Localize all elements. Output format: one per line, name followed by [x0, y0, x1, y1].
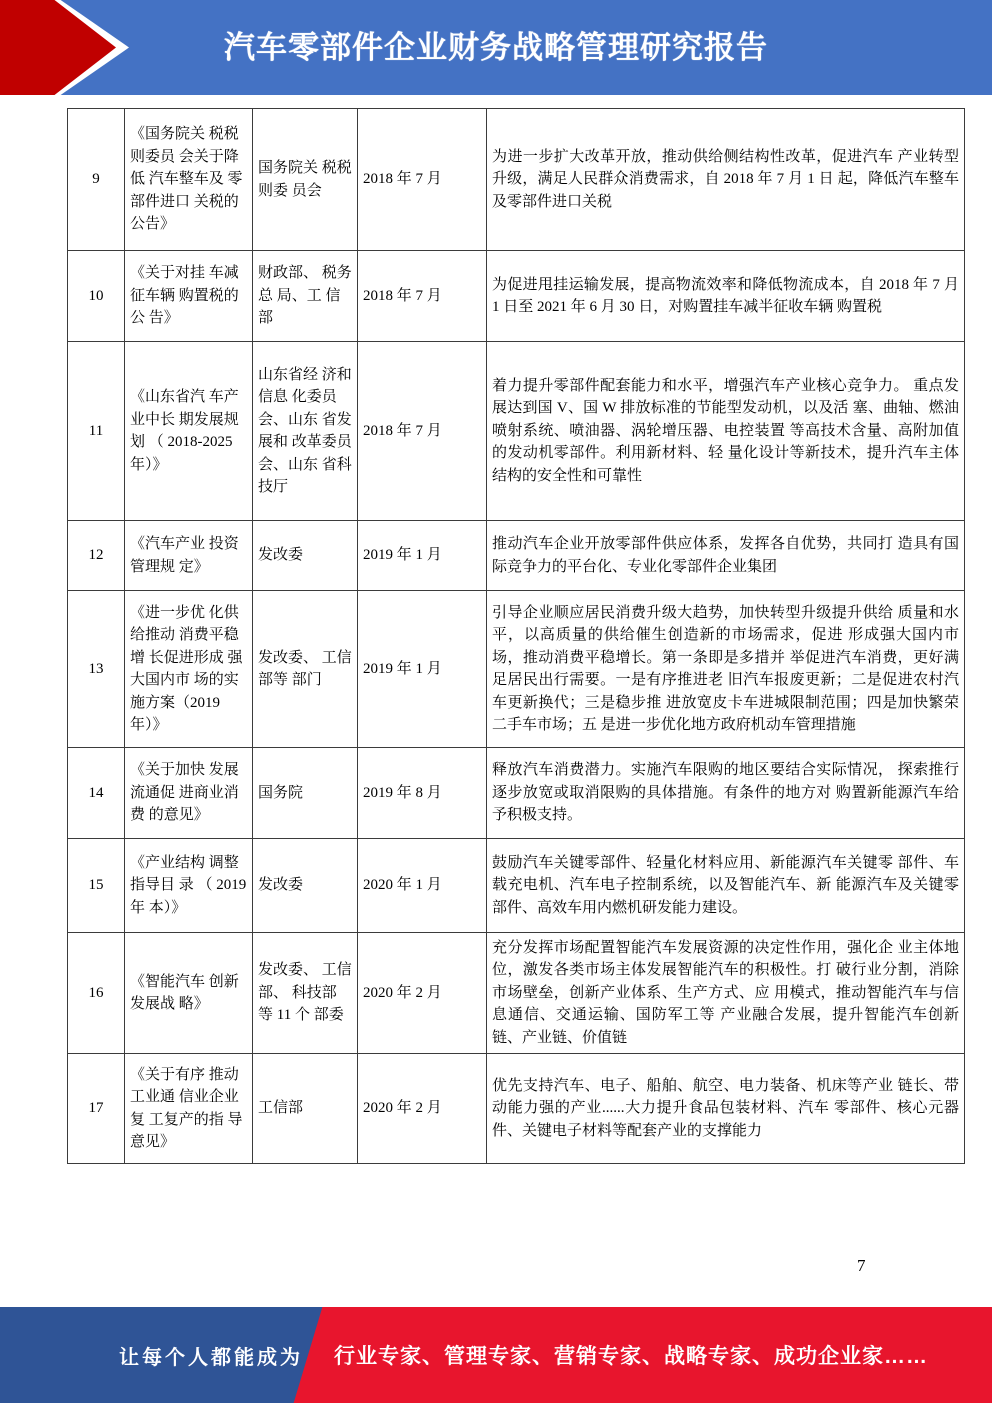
policy-name: 《关于有序 推动工业通 信业企业复 工复产的指 导意见》	[125, 1054, 253, 1164]
policy-date: 2018 年 7 月	[358, 109, 487, 251]
policy-index: 12	[68, 521, 125, 591]
policy-date: 2019 年 1 月	[358, 521, 487, 591]
policy-date: 2018 年 7 月	[358, 251, 487, 342]
policy-table	[67, 108, 965, 1164]
report-header-banner	[0, 0, 992, 95]
policy-index: 11	[68, 342, 125, 521]
policy-date: 2020 年 2 月	[358, 1054, 487, 1164]
footer-slogan-left: 让每个人都能成为	[119, 1346, 303, 1369]
policy-agency: 国务院	[253, 748, 358, 839]
policy-description: 充分发挥市场配置智能汽车发展资源的决定性作用，强化企 业主体地位，激发各类市场主体发展智能汽车的积极性。打 破行业分割，消除市场壁垒，创新产业体系、生产方式、应 用模式，推动智能汽车与信息通信、交通运输、国防军工等 产业融合发展，提升智能汽车创新链、产业链、价值链	[487, 933, 965, 1054]
report-title: 汽车零部件企业财务战略管理研究报告	[224, 29, 768, 65]
policy-index: 16	[68, 933, 125, 1054]
policy-description: 鼓励汽车关键零部件、轻量化材料应用、新能源汽车关键零 部件、车载充电机、汽车电子控制系统，以及智能汽车、新 能源汽车及关键零部件、高效车用内燃机研发能力建设。	[487, 839, 965, 933]
page-number: 7	[857, 1256, 866, 1275]
policy-name: 《产业结构 调整指导目 录 （ 2019 年 本）》	[125, 839, 253, 933]
policy-agency: 财政部、 税务总 局、工 信 部	[253, 251, 358, 342]
policy-agency: 发改委	[253, 839, 358, 933]
policy-index: 10	[68, 251, 125, 342]
table-row	[68, 933, 965, 1054]
footer-slogan-right: 行业专家、管理专家、营销专家、战略专家、成功企业家……	[334, 1345, 928, 1368]
table-row	[68, 109, 965, 251]
policy-agency: 山东省经 济和信息 化委员 会、山东 省发展和 改革委员 会、山东 省科技厅	[253, 342, 358, 521]
policy-index: 14	[68, 748, 125, 839]
policy-index: 15	[68, 839, 125, 933]
policy-description: 为促进甩挂运输发展，提高物流效率和降低物流成本，自 2018 年 7 月 1 日至 2021 年 6 月 30 日，对购置挂车减半征收车辆 购置税	[487, 251, 965, 342]
policy-agency: 发改委、 工信部、 科技部 等 11 个 部委	[253, 933, 358, 1054]
policy-index: 17	[68, 1054, 125, 1164]
policy-name: 《智能汽车 创新发展战 略》	[125, 933, 253, 1054]
policy-date: 2018 年 7 月	[358, 342, 487, 521]
policy-name: 《进一步优 化供给推动 消费平稳增 长促进形成 强大国内市 场的实施方案（2019 年）》	[125, 591, 253, 748]
policy-agency: 发改委、 工信部等 部门	[253, 591, 358, 748]
table-row	[68, 839, 965, 933]
policy-index: 13	[68, 591, 125, 748]
policy-agency: 工信部	[253, 1054, 358, 1164]
policy-date: 2020 年 2 月	[358, 933, 487, 1054]
policy-description: 优先支持汽车、电子、船舶、航空、电力装备、机床等产业 链长、带动能力强的产业......大力提升食品包装材料、汽车 零部件、核心元器件、关键电子材料等配套产业的支撑能力	[487, 1054, 965, 1164]
policy-description: 为进一步扩大改革开放，推动供给侧结构性改革，促进汽车 产业转型升级，满足人民群众消费需求，自 2018 年 7 月 1 日 起，降低汽车整车及零部件进口关税	[487, 109, 965, 251]
policy-description: 着力提升零部件配套能力和水平，增强汽车产业核心竞争力。 重点发展达到国 V、国 W 排放标准的节能型发动机，以及活 塞、曲轴、燃油喷射系统、喷油器、涡轮增压器、电控装置 等高技术含量、高附加值的发动机零部件。利用新材料、轻 量化设计等新技术，提升汽车主体结构的安全性和可靠性	[487, 342, 965, 521]
policy-description: 引导企业顺应居民消费升级大趋势，加快转型升级提升供给 质量和水平，以高质量的供给催生创造新的市场需求，促进 形成强大国内市场，推动消费平稳增长。第一条即是多措并 举促进汽车消费，更好满足居民出行需要。一是有序推进老 旧汽车报废更新；二是促进农村汽车更新换代；三是稳步推 进放宽皮卡车进城限制范围；四是加快繁荣二手车市场；五 是进一步优化地方政府机动车管理措施	[487, 591, 965, 748]
table-row	[68, 591, 965, 748]
table-row	[68, 748, 965, 839]
policy-agency: 国务院关 税税则委 员会	[253, 109, 358, 251]
policy-name: 《关于对挂 车减征车辆 购置税的公 告》	[125, 251, 253, 342]
policy-name: 《山东省汽 车产业中长 期发展规划 （ 2018-2025 年）》	[125, 342, 253, 521]
policy-name: 《汽车产业 投资管理规 定》	[125, 521, 253, 591]
policy-description: 释放汽车消费潜力。实施汽车限购的地区要结合实际情况， 探索推行逐步放宽或取消限购的具体措施。有条件的地方对 购置新能源汽车给予积极支持。	[487, 748, 965, 839]
policy-description: 推动汽车企业开放零部件供应体系，发挥各自优势，共同打 造具有国际竞争力的平台化、专业化零部件企业集团	[487, 521, 965, 591]
policy-index: 9	[68, 109, 125, 251]
page-footer-banner	[0, 1307, 992, 1403]
table-row	[68, 521, 965, 591]
policy-name: 《国务院关 税税则委员 会关于降低 汽车整车及 零部件进口 关税的公告》	[125, 109, 253, 251]
policy-date: 2019 年 1 月	[358, 591, 487, 748]
table-row	[68, 251, 965, 342]
policy-agency: 发改委	[253, 521, 358, 591]
table-row	[68, 1054, 965, 1164]
policy-name: 《关于加快 发展流通促 进商业消费 的意见》	[125, 748, 253, 839]
policy-date: 2019 年 8 月	[358, 748, 487, 839]
table-row	[68, 342, 965, 521]
policy-date: 2020 年 1 月	[358, 839, 487, 933]
